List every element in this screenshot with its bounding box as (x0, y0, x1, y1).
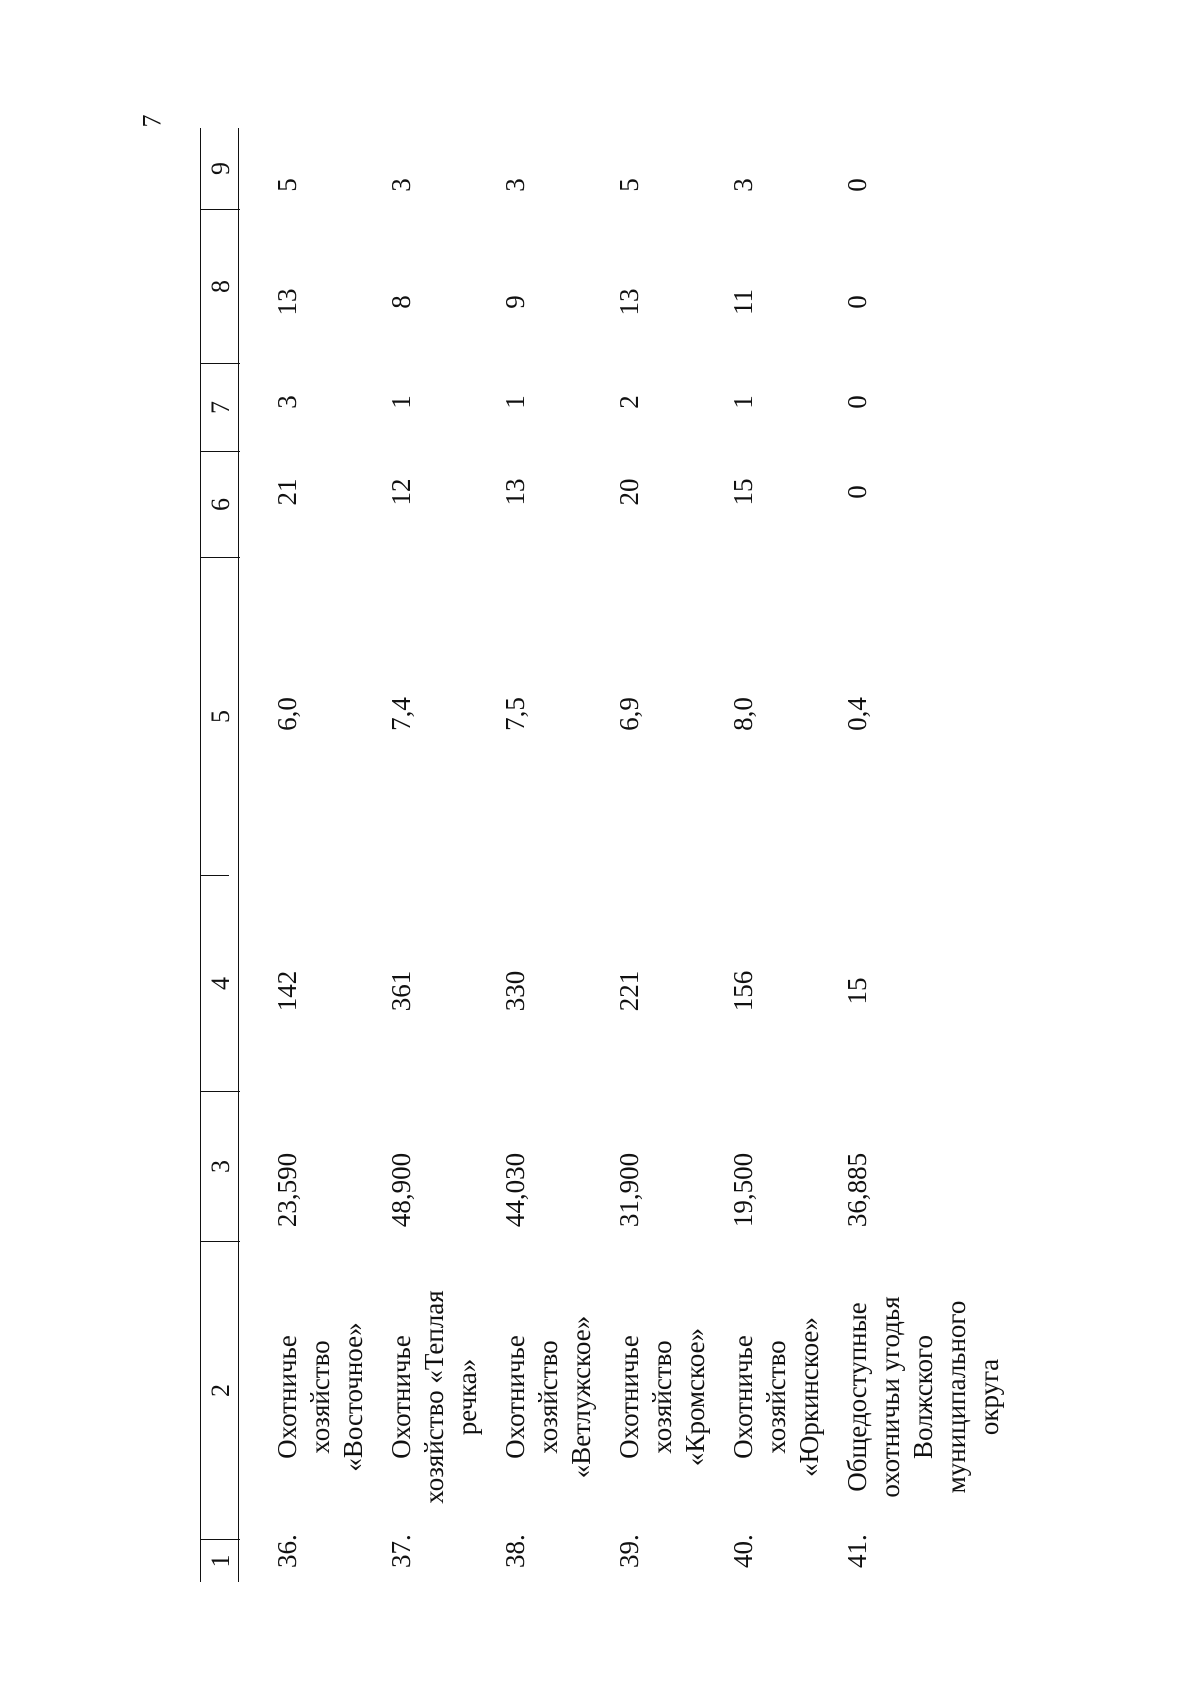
row-number: 36. (272, 1534, 302, 1568)
row-number: 38. (500, 1534, 530, 1568)
table-row (613, 128, 727, 1582)
cell-col-3: 36,885 (842, 1152, 872, 1228)
row-name: Общедоступные охотничьи угодья Волжского муниципального округа (842, 1296, 1004, 1498)
row-name: Охотничье хозяйство «Юркинское» (728, 1317, 824, 1477)
row-number: 41. (842, 1534, 872, 1568)
cell-col-6: 15 (728, 478, 758, 506)
header-col-9: 9 (201, 128, 240, 210)
header-col-4: 4 (201, 876, 240, 1092)
cell-col-7: 3 (272, 395, 302, 409)
cell-col-7: 1 (500, 395, 530, 409)
cell-col-6: 12 (386, 478, 416, 506)
cell-col-8: 0 (842, 295, 872, 309)
page-number: 7 (137, 114, 167, 128)
cell-col-8: 9 (500, 295, 530, 309)
row-number: 39. (614, 1534, 644, 1568)
table-row (499, 128, 613, 1582)
cell-col-4: 361 (386, 970, 416, 1012)
header-col-2: 2 (201, 1242, 240, 1540)
cell-col-6: 13 (500, 478, 530, 506)
table-row (727, 128, 841, 1582)
cell-col-9: 3 (500, 178, 530, 192)
cell-col-5: 6,9 (614, 697, 644, 731)
data-table (200, 128, 1160, 1582)
cell-col-9: 5 (614, 178, 644, 192)
cell-col-3: 23,590 (272, 1152, 302, 1228)
row-name: Охотничье хозяйство «Ветлужское» (500, 1315, 596, 1479)
cell-col-4: 15 (842, 977, 872, 1005)
cell-col-6: 0 (842, 485, 872, 499)
cell-col-8: 13 (272, 288, 302, 316)
row-number: 40. (728, 1534, 758, 1568)
cell-col-5: 0,4 (842, 697, 872, 731)
table-body (239, 128, 1159, 1582)
cell-col-7: 1 (728, 395, 758, 409)
row-name: Охотничье хозяйство «Кромское» (614, 1327, 710, 1467)
header-col-7: 7 (201, 364, 240, 452)
cell-col-9: 3 (386, 178, 416, 192)
cell-col-3: 44,030 (500, 1152, 530, 1228)
cell-col-9: 3 (728, 178, 758, 192)
cell-col-8: 11 (728, 289, 758, 315)
cell-col-5: 6,0 (272, 697, 302, 731)
cell-col-4: 221 (614, 970, 644, 1012)
cell-col-8: 13 (614, 288, 644, 316)
cell-col-3: 31,900 (614, 1152, 644, 1228)
header-col-8: 8 (201, 210, 240, 364)
row-name: Охотничье хозяйство «Восточное» (272, 1322, 368, 1472)
table-row (271, 128, 385, 1582)
row-name: Охотничье хозяйство «Теплая речка» (386, 1290, 482, 1504)
row-number: 37. (386, 1534, 416, 1568)
cell-col-9: 0 (842, 178, 872, 192)
cell-col-9: 5 (272, 178, 302, 192)
header-col-6: 6 (201, 452, 240, 558)
header-col-1: 1 (206, 1554, 235, 1568)
cell-col-4: 330 (500, 970, 530, 1012)
cell-col-5: 7,5 (500, 697, 530, 731)
cell-col-5: 8,0 (728, 697, 758, 731)
cell-col-8: 8 (386, 295, 416, 309)
table-row (841, 128, 1041, 1582)
cell-col-4: 142 (272, 970, 302, 1012)
cell-col-6: 21 (272, 478, 302, 506)
cell-col-5: 7,4 (386, 697, 416, 731)
header-col-3: 3 (201, 1092, 240, 1242)
table-row (385, 128, 499, 1582)
cell-col-6: 20 (614, 478, 644, 506)
cell-col-3: 48,900 (386, 1152, 416, 1228)
cell-col-3: 19,500 (728, 1152, 758, 1228)
header-col-5: 5 (201, 558, 229, 876)
cell-col-7: 2 (614, 395, 644, 409)
cell-col-7: 1 (386, 395, 416, 409)
cell-col-7: 0 (842, 395, 872, 409)
table-header-row (200, 128, 239, 1582)
cell-col-4: 156 (728, 970, 758, 1012)
